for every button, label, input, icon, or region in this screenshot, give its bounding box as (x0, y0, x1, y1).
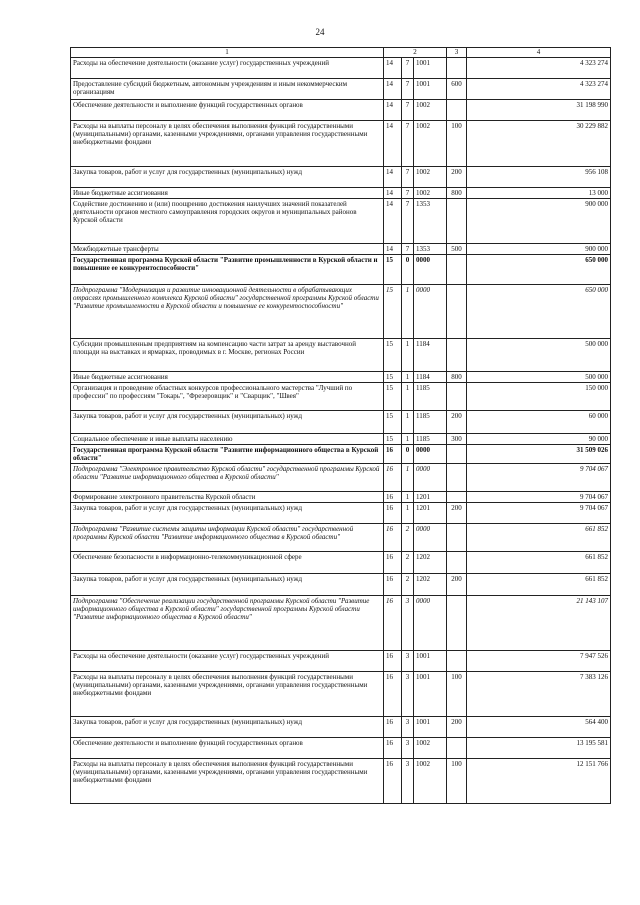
row-name: Формирование электронного правительства Курской области (71, 492, 384, 503)
row-amount: 900 000 (467, 199, 611, 244)
row-code-program: 16 (384, 503, 402, 524)
column-header-2: 2 (384, 48, 447, 58)
row-name: Предоставление субсидий бюджетным, автономным учреждениям и иным некоммерческим организациям (71, 79, 384, 100)
row-amount: 13 195 581 (467, 738, 611, 759)
table-header-row (71, 48, 611, 58)
table-body (71, 58, 611, 804)
row-code-subprogram: 0 (402, 445, 414, 464)
row-code-subprogram: 3 (402, 672, 414, 717)
row-name: Закупка товаров, работ и услуг для государственных (муниципальных) нужд (71, 411, 384, 434)
row-expense-type: 200 (447, 411, 467, 434)
row-expense-type: 800 (447, 372, 467, 383)
row-code-subprogram: 7 (402, 199, 414, 244)
row-code-subprogram: 1 (402, 464, 414, 492)
row-expense-type (447, 552, 467, 574)
row-code-subprogram: 7 (402, 79, 414, 100)
row-amount: 500 000 (467, 339, 611, 372)
row-amount: 12 151 766 (467, 759, 611, 804)
row-expense-type (447, 445, 467, 464)
row-code-program: 15 (384, 411, 402, 434)
row-code-item: 1184 (414, 372, 447, 383)
row-expense-type: 200 (447, 717, 467, 738)
row-code-item: 1202 (414, 552, 447, 574)
row-code-program: 15 (384, 339, 402, 372)
row-code-program: 16 (384, 596, 402, 651)
row-amount: 900 000 (467, 244, 611, 255)
row-code-subprogram: 7 (402, 188, 414, 199)
row-code-program: 14 (384, 121, 402, 167)
row-name: Закупка товаров, работ и услуг для государственных (муниципальных) нужд (71, 717, 384, 738)
table-row (71, 738, 611, 759)
table-row (71, 434, 611, 445)
column-header-4: 4 (467, 48, 611, 58)
row-code-item: 1001 (414, 58, 447, 79)
row-name: Межбюджетные трансферты (71, 244, 384, 255)
row-expense-type: 300 (447, 434, 467, 445)
row-code-subprogram: 1 (402, 383, 414, 411)
row-code-program: 14 (384, 244, 402, 255)
row-amount: 9 704 067 (467, 464, 611, 492)
row-expense-type (447, 285, 467, 339)
row-code-program: 16 (384, 759, 402, 804)
table-row (71, 167, 611, 188)
row-code-program: 15 (384, 434, 402, 445)
row-code-program: 14 (384, 188, 402, 199)
row-code-program: 16 (384, 574, 402, 596)
row-name: Закупка товаров, работ и услуг для государственных (муниципальных) нужд (71, 574, 384, 596)
row-amount: 31 198 990 (467, 100, 611, 121)
row-expense-type: 200 (447, 167, 467, 188)
row-code-program: 14 (384, 100, 402, 121)
row-amount: 30 229 882 (467, 121, 611, 167)
row-amount: 9 704 067 (467, 503, 611, 524)
row-name: Содействие достижению и (или) поощрению достижения наилучших значений показателей деятельности органов местного самоуправления городских округов и муниципальных районов Курской области (71, 199, 384, 244)
row-code-item: 1002 (414, 759, 447, 804)
row-name: Государственная программа Курской области "Развитие промышленности в Курской области и повышение ее конкурентоспособности" (71, 255, 384, 285)
row-code-item: 1002 (414, 100, 447, 121)
table-row (71, 244, 611, 255)
row-code-subprogram: 1 (402, 372, 414, 383)
row-name: Организация и проведение областных конкурсов профессионального мастерства "Лучший по профессии" по профессиям "Токарь", "Фрезеровщик" и "Сварщик", "Швея" (71, 383, 384, 411)
row-expense-type: 200 (447, 503, 467, 524)
row-code-item: 0000 (414, 596, 447, 651)
row-code-item: 1184 (414, 339, 447, 372)
row-code-subprogram: 1 (402, 411, 414, 434)
row-code-subprogram: 7 (402, 58, 414, 79)
table-row (71, 188, 611, 199)
table-row (71, 672, 611, 717)
table-row (71, 255, 611, 285)
table-row (71, 79, 611, 100)
row-code-item: 1201 (414, 503, 447, 524)
row-name: Закупка товаров, работ и услуг для государственных (муниципальных) нужд (71, 167, 384, 188)
row-code-subprogram: 0 (402, 255, 414, 285)
row-code-subprogram: 1 (402, 339, 414, 372)
row-amount: 956 108 (467, 167, 611, 188)
table-row (71, 339, 611, 372)
row-expense-type: 100 (447, 121, 467, 167)
row-code-program: 15 (384, 255, 402, 285)
row-code-item: 0000 (414, 255, 447, 285)
row-code-program: 15 (384, 383, 402, 411)
row-name: Социальное обеспечение и иные выплаты населению (71, 434, 384, 445)
row-name: Расходы на обеспечение деятельности (оказание услуг) государственных учреждений (71, 651, 384, 672)
table-row (71, 651, 611, 672)
row-amount: 60 000 (467, 411, 611, 434)
row-code-program: 16 (384, 738, 402, 759)
table-row (71, 58, 611, 79)
table-row (71, 503, 611, 524)
row-code-item: 1202 (414, 574, 447, 596)
row-code-program: 16 (384, 492, 402, 503)
table-row (71, 372, 611, 383)
row-expense-type (447, 596, 467, 651)
row-amount: 13 000 (467, 188, 611, 199)
row-expense-type (447, 738, 467, 759)
table-row (71, 411, 611, 434)
row-name: Обеспечение безопасности в информационно-телекоммуникационной сфере (71, 552, 384, 574)
table-row (71, 492, 611, 503)
row-code-item: 1185 (414, 434, 447, 445)
row-code-subprogram: 2 (402, 574, 414, 596)
row-name: Субсидии промышленным предприятиям на компенсацию части затрат за аренду выставочной площади на выставках и ярмарках, проводимых в г. Москве, регионах России (71, 339, 384, 372)
row-code-program: 14 (384, 58, 402, 79)
row-amount: 650 000 (467, 285, 611, 339)
row-name: Подпрограмма "Модернизация и развитие инновационной деятельности в обрабатывающих отраслях промышленного комплекса Курской области" государственной программы Курской области "Развитие промышленности в Курской области и повышение ее конкурентоспособности" (71, 285, 384, 339)
row-name: Иные бюджетные ассигнования (71, 188, 384, 199)
row-code-program: 14 (384, 79, 402, 100)
row-amount: 564 400 (467, 717, 611, 738)
table-row (71, 759, 611, 804)
row-code-item: 1001 (414, 672, 447, 717)
row-code-item: 1185 (414, 383, 447, 411)
table-row (71, 100, 611, 121)
row-code-subprogram: 1 (402, 434, 414, 445)
row-name: Обеспечение деятельности и выполнение функций государственных органов (71, 738, 384, 759)
table-row (71, 717, 611, 738)
row-name: Подпрограмма "Развитие системы защиты информации Курской области" государственной программы Курской области "Развитие информационного общества в Курской области" (71, 524, 384, 552)
row-code-item: 1001 (414, 79, 447, 100)
row-amount: 500 000 (467, 372, 611, 383)
row-amount: 4 323 274 (467, 79, 611, 100)
row-expense-type: 600 (447, 79, 467, 100)
row-amount: 150 000 (467, 383, 611, 411)
budget-table (70, 47, 611, 804)
row-expense-type: 800 (447, 188, 467, 199)
row-expense-type (447, 199, 467, 244)
table-row (71, 285, 611, 339)
row-expense-type (447, 100, 467, 121)
table-row (71, 574, 611, 596)
row-code-item: 1185 (414, 411, 447, 434)
row-expense-type: 500 (447, 244, 467, 255)
row-amount: 90 000 (467, 434, 611, 445)
row-expense-type: 100 (447, 672, 467, 717)
row-name: Иные бюджетные ассигнования (71, 372, 384, 383)
table-row (71, 524, 611, 552)
row-code-item: 1002 (414, 738, 447, 759)
row-code-subprogram: 3 (402, 717, 414, 738)
row-expense-type (447, 464, 467, 492)
row-name: Подпрограмма "Обеспечение реализации государственной программы Курской области "Развитие информационного общества в Курской области" государственной программы Курской области "Развитие информационного общества в Курской области" (71, 596, 384, 651)
table-row (71, 121, 611, 167)
table-row (71, 445, 611, 464)
column-header-3: 3 (447, 48, 467, 58)
table-row (71, 383, 611, 411)
row-expense-type (447, 255, 467, 285)
row-code-item: 0000 (414, 285, 447, 339)
table-row (71, 199, 611, 244)
row-amount: 9 704 067 (467, 492, 611, 503)
row-name: Закупка товаров, работ и услуг для государственных (муниципальных) нужд (71, 503, 384, 524)
row-code-subprogram: 7 (402, 100, 414, 121)
row-code-subprogram: 1 (402, 285, 414, 339)
row-expense-type (447, 383, 467, 411)
row-code-item: 1002 (414, 188, 447, 199)
row-name: Расходы на выплаты персоналу в целях обеспечения выполнения функций государственными (муниципальными) органами, казенными учреждениями, органами управления государственными внебюджетными фондами (71, 121, 384, 167)
row-amount: 661 852 (467, 524, 611, 552)
row-amount: 7 947 526 (467, 651, 611, 672)
row-amount: 7 383 126 (467, 672, 611, 717)
row-amount: 650 000 (467, 255, 611, 285)
row-name: Государственная программа Курской области "Развитие информационного общества в Курской области" (71, 445, 384, 464)
row-code-program: 16 (384, 445, 402, 464)
row-code-program: 16 (384, 651, 402, 672)
row-code-item: 1002 (414, 167, 447, 188)
row-code-item: 1353 (414, 199, 447, 244)
row-code-program: 15 (384, 372, 402, 383)
row-name: Обеспечение деятельности и выполнение функций государственных органов (71, 100, 384, 121)
row-code-program: 15 (384, 285, 402, 339)
row-code-item: 1353 (414, 244, 447, 255)
row-code-item: 1002 (414, 121, 447, 167)
row-code-subprogram: 3 (402, 651, 414, 672)
row-code-item: 0000 (414, 524, 447, 552)
row-code-item: 0000 (414, 445, 447, 464)
row-code-program: 14 (384, 199, 402, 244)
row-code-subprogram: 3 (402, 759, 414, 804)
row-expense-type (447, 524, 467, 552)
row-code-program: 14 (384, 167, 402, 188)
row-code-subprogram: 7 (402, 121, 414, 167)
row-code-item: 1001 (414, 717, 447, 738)
row-code-item: 0000 (414, 464, 447, 492)
row-code-program: 16 (384, 464, 402, 492)
row-expense-type: 200 (447, 574, 467, 596)
row-code-program: 16 (384, 717, 402, 738)
row-amount: 661 852 (467, 552, 611, 574)
page-number: 24 (315, 27, 325, 37)
row-code-item: 1201 (414, 492, 447, 503)
row-code-item: 1001 (414, 651, 447, 672)
row-amount: 661 852 (467, 574, 611, 596)
row-code-subprogram: 1 (402, 503, 414, 524)
row-expense-type: 100 (447, 759, 467, 804)
row-code-program: 16 (384, 672, 402, 717)
row-code-subprogram: 3 (402, 596, 414, 651)
row-amount: 4 323 274 (467, 58, 611, 79)
row-expense-type (447, 58, 467, 79)
row-code-subprogram: 2 (402, 524, 414, 552)
row-amount: 21 143 107 (467, 596, 611, 651)
row-name: Расходы на обеспечение деятельности (оказание услуг) государственных учреждений (71, 58, 384, 79)
row-name: Подпрограмма "Электронное правительство Курской области" государственной программы Курской области "Развитие информационного общества в Курской области" (71, 464, 384, 492)
row-code-program: 16 (384, 552, 402, 574)
row-code-subprogram: 3 (402, 738, 414, 759)
row-code-subprogram: 7 (402, 244, 414, 255)
row-amount: 31 509 026 (467, 445, 611, 464)
table-row (71, 552, 611, 574)
row-expense-type (447, 339, 467, 372)
table-row (71, 464, 611, 492)
row-name: Расходы на выплаты персоналу в целях обеспечения выполнения функций государственными (муниципальными) органами, казенными учреждениями, органами управления государственными внебюджетными фондами (71, 759, 384, 804)
row-expense-type (447, 651, 467, 672)
row-code-subprogram: 2 (402, 552, 414, 574)
row-code-subprogram: 1 (402, 492, 414, 503)
row-code-subprogram: 7 (402, 167, 414, 188)
row-code-program: 16 (384, 524, 402, 552)
row-name: Расходы на выплаты персоналу в целях обеспечения выполнения функций государственными (муниципальными) органами, казенными учреждениями, органами управления государственными внебюджетными фондами (71, 672, 384, 717)
table-row (71, 596, 611, 651)
column-header-1: 1 (71, 48, 384, 58)
row-expense-type (447, 492, 467, 503)
